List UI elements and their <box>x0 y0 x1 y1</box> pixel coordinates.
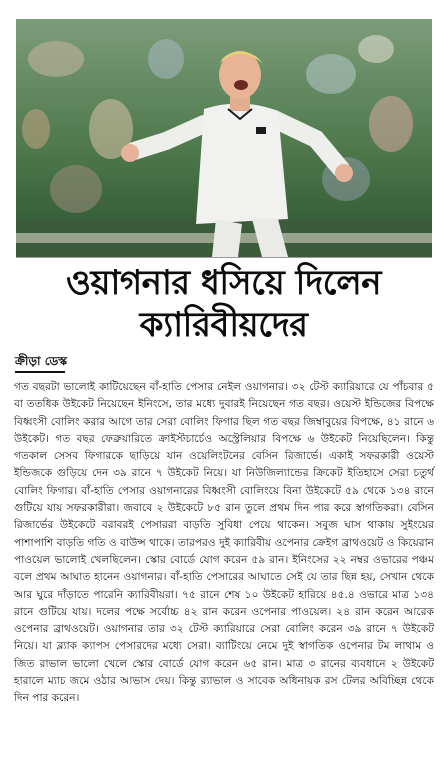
byline-underline <box>15 371 65 373</box>
headline-line-2: ক্যারিবীয়দের <box>139 305 308 345</box>
article-paragraph: গত বছরটা ভালোই কাটিয়েছেন বাঁ-হাতি পেসার নেইল ওয়াগনার। ৩২ টেস্ট ক্যারিয়ারে যে পাঁচবার ৫ বা ততধিক উইকেট নিয়েছেন ইনিংসে, তার মধ্যে দুবারই নিয়েছেন গত বছর। ওয়েস্ট ইন্ডিজের বিপক্ষে বিধ্বংসী বোলিং করার আগে তার সেরা বোলিং ফিগার ছিল গত বছর জিম্বাবুয়ের বিপক্ষে, ৪১ রানে ৬ উইকেট। গত বছর ফেব্রুয়ারিতে ক্রাইস্টচার্চেও অস্ট্রেলিয়ার বিপক্ষে ৬ উইকেট নিয়েছিলেন। কিন্তু গতকাল সেসব ফিগারকে ছাড়িয়ে যান ওয়েলিংটনের বেসিন রিজার্ভে। একাই সফরকারী ওয়েস্ট ইন্ডিজকে গুড়িয়ে দেন ৩৯ রানে ৭ উইকেট নিয়ে। যা নিউজিল্যান্ডের ক্রিকেট ইতিহাসে সেরা চতুর্থ বোলিং ফিগার। বাঁ-হাতি পেসার ওয়াগনারের বিধ্বংসী বোলিংয়ে বিনা উইকেটে ৫৯ থেকে ১৩৪ রানে গুটিয়ে যায় সফরকারীরা। জবাবে ২ উইকেটে ৮৫ রান তুলে প্রথম দিন পার করে স্বাগতিকরা। বেসিন রিজার্ভের উইকেটে বরাবরই পেসাররা বাড়তি সুবিধা পেয়ে থাকেন। সবুজ ঘাস থাকায় সুইংয়ের পাশাপাশি বাড়তি গতি ও বাউন্স থাকে। তারপরও দুই ক্যারিবীয় ওপেনার ক্রেইগ ব্রাথওয়েট ও কিয়েরান পাওয়েল ভালোই খেলছিলেন। স্কোর বোর্ডে যোগ করেন ৫৯ রান। ইনিংসের ২২ নম্বর ওভারের পঞ্চম বলে প্রথম আঘাত হানেন ওয়াগনার। বাঁ-হাতি পেসারের আঘাতে সেই যে তার ছিন্ন হয়, সেখান থেকে আর ঘুরে দাঁড়াতে পারেনি ক্যারিবীয়রা। ৭৫ রানে শেষ ১০ উইকেট হারিয়ে ৪৫.৪ ওভারে মাত্র ১৩৪ রানে গুটিয়ে যায়। দলের পক্ষে সর্বোচ্চ ৪২ রান করেন ওপেনার পাওয়েল। ২৪ রান করেন আরেক ওপেনার ব্রাথওয়েট। ওয়াগনার তার ৩২ টেস্ট ক্যারিয়ারে সেরা বোলিং করেন ৩৯ রানে ৭ উইকেট নিয়ে। যা ব্ল্যাক ক্যাপস পেসারদের মধ্যে সেরা। ব্যাটিংয়ে নেমে দুই স্বাগতিক ওপেনার টম লাথাম ও জিত রাভাল ভালো খেলে স্কোর বোর্ডে যোগ করেন ৬৫ রান। মাত্র ৩ রানের ব্যবধানে ২ উইকেট হারালে ম্যাচ জমে ওঠার আভাস দেয়। কিন্তু র‌্যাভাল ও সাবেক অধিনায়ক রস টেলর অবিচ্ছিন্ন থেকে দিন পার করেন। <box>14 381 434 705</box>
photo-illustration <box>16 19 432 257</box>
headline-line-1: ওয়াগনার ধসিয়ে দিলেন <box>65 263 382 303</box>
photo-bottom-rule <box>16 257 432 258</box>
bowler-celebration-photo <box>16 19 432 257</box>
article-body <box>14 379 434 708</box>
byline: ক্রীড়া ডেস্ক <box>15 354 68 368</box>
article-headline <box>8 262 439 346</box>
